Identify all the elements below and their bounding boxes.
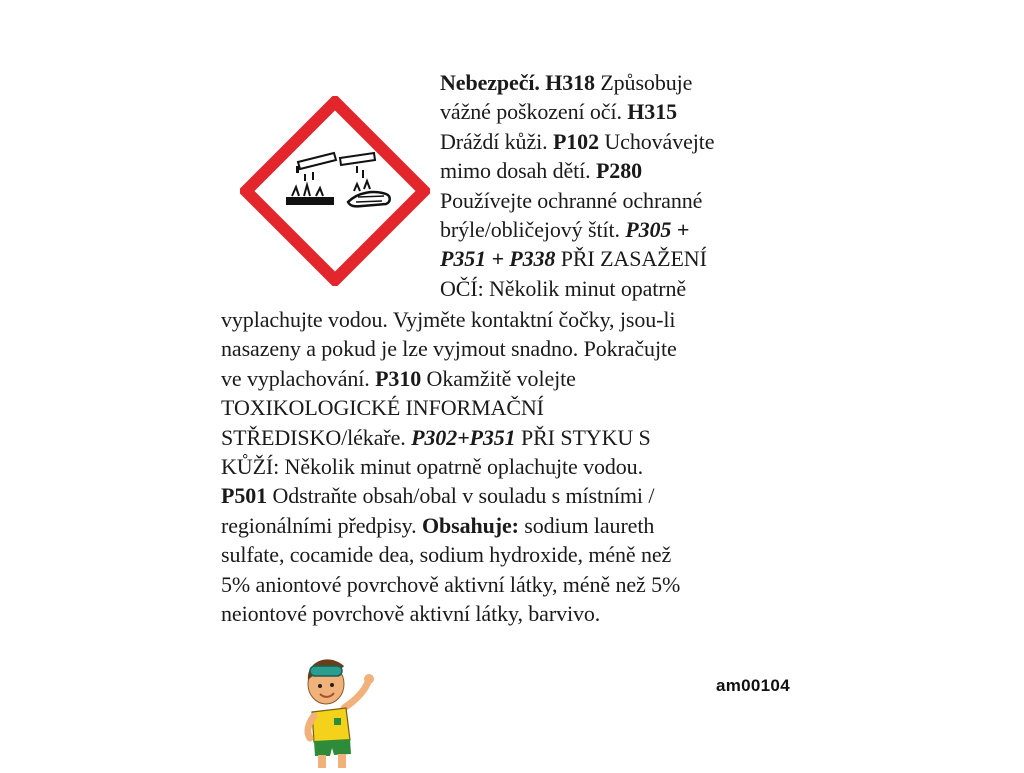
label-text-line [221, 334, 821, 363]
label-text-segment: ve vyplachování. [221, 365, 376, 391]
label-text-segment: P302+P351 [411, 424, 516, 450]
label-text-segment: P280 [595, 158, 642, 184]
label-text-segment: H315 [627, 99, 677, 125]
label-text-segment: Používejte ochranné ochranné [440, 187, 703, 213]
label-text-segment: mimo dosah dětí. [440, 158, 596, 184]
label-text-segment: nasazeny a pokud je lze vyjmout snadno. Pokračujte [221, 336, 677, 362]
label-text-line [221, 393, 821, 422]
label-text-segment: Obsahuje: [421, 512, 519, 538]
label-text-segment: neiontové povrchově aktivní látky, barvivo. [221, 601, 601, 627]
label-text-segment: brýle/obličejový štít. [440, 217, 626, 243]
label-text-line [440, 127, 800, 156]
label-text-line [440, 68, 800, 97]
product-code: am00104 [716, 676, 790, 695]
label-text-segment: Uchovávejte [598, 128, 715, 154]
label-text-line [440, 186, 800, 215]
label-text-segment: Okamžitě volejte [421, 365, 576, 391]
label-text-line [440, 215, 800, 244]
label-text-line [440, 244, 800, 273]
label-text-segment: TOXIKOLOGICKÉ INFORMAČNÍ [221, 395, 544, 421]
label-text-line [440, 274, 800, 303]
label-text-segment: KŮŽÍ: Několik minut opatrně oplachujte vodou. [221, 454, 643, 480]
label-text-segment: PŘI STYKU S [515, 424, 651, 450]
label-text-segment: sodium laureth [518, 512, 655, 538]
label-text-segment: Dráždí kůži. [440, 128, 553, 154]
label-text-segment: sulfate, cocamide dea, sodium hydroxide, méně než [221, 542, 672, 568]
label-text-line [221, 511, 821, 540]
label-text-segment: P102 [552, 128, 599, 154]
label-text-line [221, 364, 821, 393]
label-text-segment: OČÍ: Několik minut opatrně [440, 275, 687, 301]
label-text-segment: vážné poškození očí. [440, 99, 628, 125]
label-text-line [440, 97, 800, 126]
hazard-statements-bottom [221, 305, 821, 628]
label-text-segment: Odstraňte obsah/obal v souladu s místními / [267, 483, 655, 509]
label-text-segment: Nebezpečí. H318 [440, 70, 595, 95]
label-text-line [221, 599, 821, 628]
label-text-segment: Způsobuje [594, 70, 693, 95]
label-text-segment: P501 [221, 483, 268, 509]
label-text-segment: PŘI ZASAŽENÍ [555, 246, 707, 272]
label-text-line [221, 452, 821, 481]
label-text-line [221, 570, 821, 599]
label-text-line [221, 481, 821, 510]
hazard-statements-top [440, 68, 800, 303]
label-text-segment: P351 + P338 [440, 246, 556, 272]
label-text-line [221, 305, 821, 334]
label-text-segment: P305 + [625, 217, 690, 243]
label-text-line [440, 156, 800, 185]
label-text-line [221, 423, 821, 452]
ghs-corrosion-pictogram [240, 96, 430, 286]
label-text-segment: regionálními předpisy. [221, 512, 422, 538]
label-text-line [221, 540, 821, 569]
label-text-segment: vyplachujte vodou. Vyjměte kontaktní čočky, jsou-li [221, 307, 676, 332]
boy-mascot-illustration [284, 648, 380, 768]
label-text-segment: 5% aniontové povrchově aktivní látky, méně než 5% [221, 571, 681, 597]
label-text-segment: STŘEDISKO/lékaře. [221, 424, 412, 450]
label-text-segment: P310 [375, 365, 422, 391]
